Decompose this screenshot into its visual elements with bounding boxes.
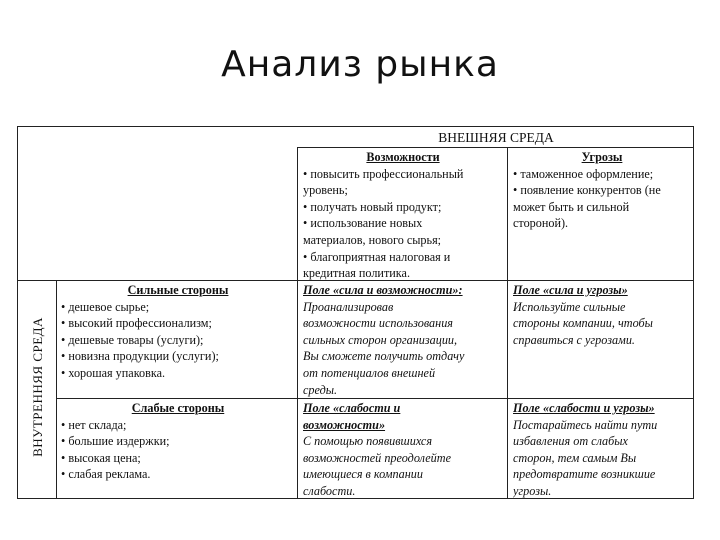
list-item: • появление конкурентов (не xyxy=(513,183,661,198)
text-line: угрозы. xyxy=(513,483,552,498)
grid-line xyxy=(297,147,694,148)
so-title: Поле «сила и возможности»: xyxy=(303,283,463,297)
text-line: от потенциалов внешней xyxy=(303,365,436,380)
st-title: Поле «сила и угрозы» xyxy=(513,283,628,297)
list-item: • дешевые товары (услуги); xyxy=(61,332,204,347)
list-item: уровень; xyxy=(303,183,348,198)
internal-environment-text: ВНУТРЕННЯЯ СРЕДА xyxy=(30,317,45,457)
list-item: может быть и сильной xyxy=(513,199,630,214)
weakness-threat-cell xyxy=(513,400,691,500)
list-item: • использование новых xyxy=(303,216,423,231)
threats-cell xyxy=(513,149,691,232)
list-item: • большие издержки; xyxy=(61,434,170,449)
list-item: • повысить профессиональный xyxy=(303,166,464,181)
text-line: стороны компании, чтобы xyxy=(513,316,653,331)
wt-title: Поле «слабости и угрозы» xyxy=(513,401,655,415)
list-item: кредитная политика. xyxy=(303,266,410,281)
text-line: Вы сможете получить отдачу xyxy=(303,349,465,364)
list-item: • таможенное оформление; xyxy=(513,166,654,181)
strengths-title: Сильные стороны xyxy=(127,283,229,297)
grid-line xyxy=(507,147,508,499)
text-line: С помощью появившихся xyxy=(303,434,432,449)
wo-title: Поле «слабости и xyxy=(303,401,401,415)
weakness-opportunity-cell xyxy=(303,400,506,500)
list-item: • дешевое сырье; xyxy=(61,299,150,314)
list-item: • получать новый продукт; xyxy=(303,199,442,214)
strength-threat-cell xyxy=(513,282,691,348)
list-item: • нет склада; xyxy=(61,417,127,432)
list-item: • новизна продукции (услуги); xyxy=(61,349,219,364)
weaknesses-title: Слабые стороны xyxy=(131,401,225,415)
grid-line xyxy=(297,147,298,499)
text-line: сильных сторон организации, xyxy=(303,332,458,347)
internal-environment-label xyxy=(21,277,55,497)
text-line: имеющиеся в компании xyxy=(303,467,423,482)
list-item: • высокий профессионализм; xyxy=(61,316,212,331)
text-line: предотвратите возникшие xyxy=(513,467,656,482)
weaknesses-cell xyxy=(61,400,295,483)
text-line: избавления от слабых xyxy=(513,434,628,449)
text-line: слабости. xyxy=(303,483,356,498)
text-line: возможности использования xyxy=(303,316,453,331)
swot-table xyxy=(17,126,694,499)
page-title: Анализ рынка xyxy=(221,44,499,85)
text-line: справиться с угрозами. xyxy=(513,332,635,347)
list-item: • высокая цена; xyxy=(61,450,141,465)
text-line: сторон, тем самым Вы xyxy=(513,450,637,465)
list-item: стороной). xyxy=(513,216,569,231)
grid-line xyxy=(56,280,57,499)
external-environment-header: ВНЕШНЯЯ СРЕДА xyxy=(438,130,554,145)
text-line: возможностей преодолейте xyxy=(303,450,451,465)
text-line: Проанализировав xyxy=(303,299,394,314)
text-line: Постарайтесь найти пути xyxy=(513,417,658,432)
text-line: Используйте сильные xyxy=(513,299,626,314)
text-line: среды. xyxy=(303,382,338,397)
strengths-cell xyxy=(61,282,295,382)
list-item: • хорошая упаковка. xyxy=(61,365,166,380)
opportunities-title: Возможности xyxy=(366,150,440,164)
wo-title: возможности» xyxy=(303,417,386,432)
list-item: • благоприятная налоговая и xyxy=(303,249,451,264)
list-item: материалов, нового сырья; xyxy=(303,232,442,247)
list-item: • слабая реклама. xyxy=(61,467,151,482)
opportunities-cell xyxy=(303,149,503,282)
threats-title: Угрозы xyxy=(581,150,623,164)
strength-opportunity-cell xyxy=(303,282,506,398)
